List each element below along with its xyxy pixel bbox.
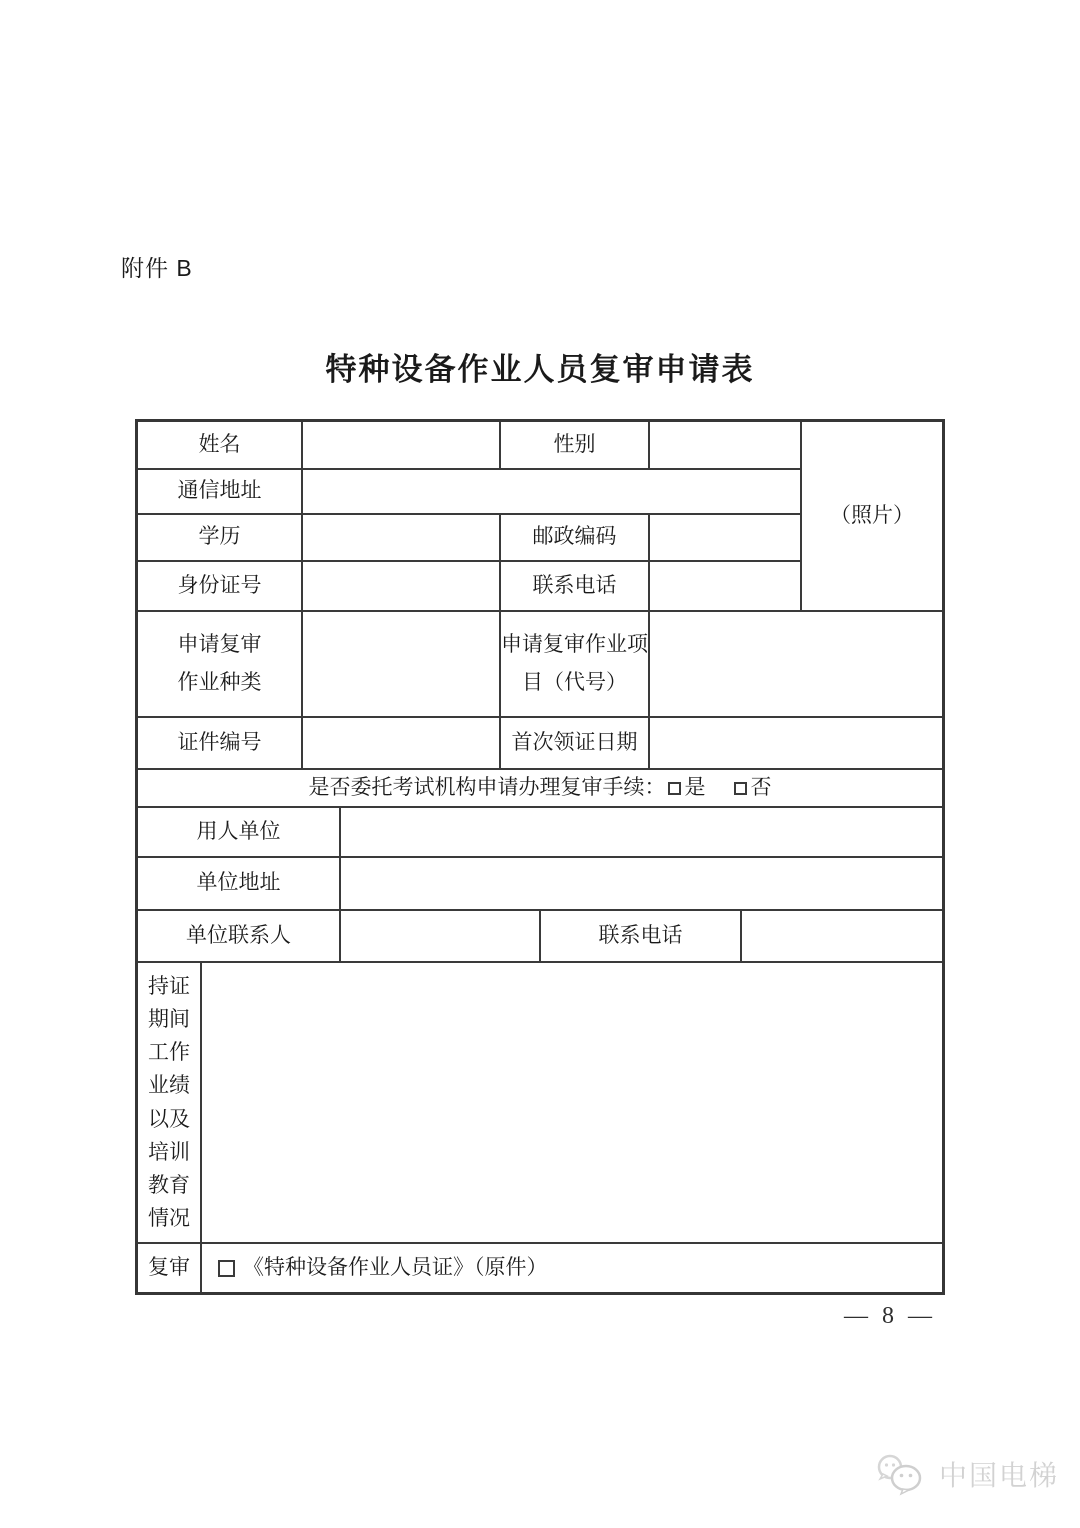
address-input-cell[interactable] [303,470,802,515]
employer-address-input-cell[interactable] [341,858,942,911]
holder-record-line: 期间 [148,1007,190,1031]
phone-label: 联系电话 [501,562,650,612]
first-issue-date-input-cell[interactable] [650,718,942,770]
holder-record-line: 培训 [148,1140,190,1164]
gender-input-cell[interactable] [650,422,802,470]
employer-phone-label: 联系电话 [541,911,742,963]
education-label: 学历 [138,515,303,562]
review-type-label [138,612,303,718]
first-issue-date-label: 首次领证日期 [501,718,650,770]
review-type-label-line2: 作业种类 [177,671,262,694]
review-item-input-cell[interactable] [650,612,942,718]
review-material-checkbox-icon[interactable] [218,1260,235,1277]
review-material-label: 《特种设备作业人员证》（原件） [243,1255,548,1279]
delegate-yes-checkbox-icon[interactable] [668,782,681,795]
postcode-label: 邮政编码 [501,515,650,562]
cert-number-input-cell[interactable] [303,718,501,770]
holder-record-input-cell[interactable] [202,963,942,1244]
id-number-input-cell[interactable] [303,562,501,612]
gender-label: 性别 [501,422,650,470]
watermark-text: 中国电梯 [939,1460,1060,1491]
application-form-table [135,419,945,1295]
review-item-label-line1: 申请复审作业项 [501,633,648,657]
name-input-cell[interactable] [303,422,501,470]
employer-contact-input-cell[interactable] [341,911,541,963]
employer-input-cell[interactable] [341,808,942,858]
watermark [873,1452,1059,1496]
review-label: 复审 [138,1244,202,1292]
page-title: 特种设备作业人员复审申请表 [325,352,755,387]
wechat-bubbles-icon [873,1452,929,1496]
holder-record-line: 业绩 [148,1074,190,1098]
name-label: 姓名 [138,422,303,470]
postcode-input-cell[interactable] [650,515,802,562]
delegate-question-row [138,770,942,808]
review-type-input-cell[interactable] [303,612,501,718]
address-label: 通信地址 [138,470,303,515]
employer-contact-label: 单位联系人 [138,911,341,963]
delegate-no-label: 否 [750,775,772,799]
employer-phone-input-cell[interactable] [742,911,942,963]
holder-record-line: 教育 [148,1173,190,1197]
holder-record-label [138,963,202,1244]
education-input-cell[interactable] [303,515,501,562]
photo-placeholder-cell: （照片） [802,422,942,612]
holder-record-line: 工作 [148,1041,190,1065]
phone-input-cell[interactable] [650,562,802,612]
employer-address-label: 单位地址 [138,858,341,911]
holder-record-line: 情况 [148,1207,190,1231]
review-item-label [501,612,650,718]
holder-record-line: 持证 [148,974,190,998]
cert-number-label: 证件编号 [138,718,303,770]
page-number: — 8 — [844,1303,936,1329]
delegate-no-checkbox-icon[interactable] [734,782,747,795]
id-number-label: 身份证号 [138,562,303,612]
delegate-question-text: 是否委托考试机构申请办理复审手续： [308,775,666,799]
delegate-yes-label: 是 [684,775,706,799]
review-item-label-line2: 目（代号） [522,671,627,694]
holder-record-line: 以及 [148,1107,190,1131]
employer-label: 用人单位 [138,808,341,858]
attachment-label: 附件 B [121,255,193,281]
review-type-label-line1: 申请复审 [177,633,262,657]
review-material-row [202,1244,942,1292]
